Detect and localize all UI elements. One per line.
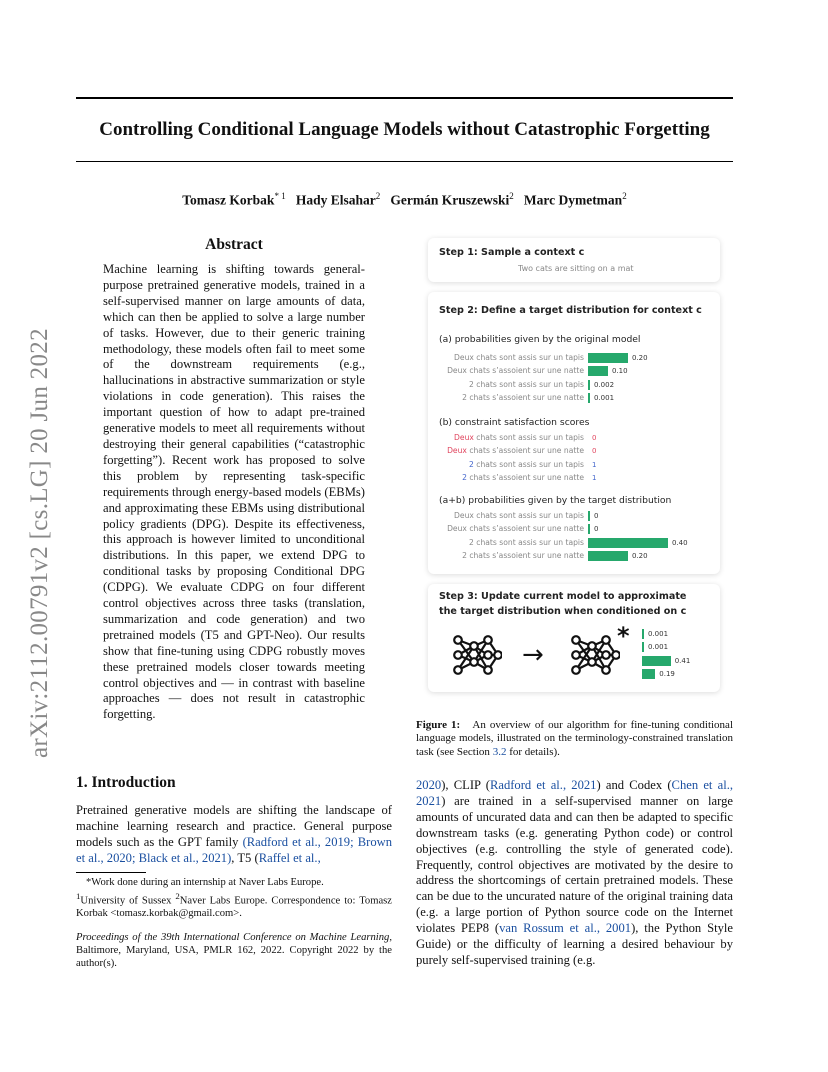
- footnote-affil-a: University of Sussex: [80, 895, 176, 907]
- author-affil: 2: [375, 191, 381, 201]
- sentence-label: [469, 380, 584, 389]
- bar-mark: [588, 366, 608, 376]
- bar-mark: [588, 538, 668, 548]
- bar-mark: [642, 656, 671, 666]
- bar-value-label: 0.002: [594, 380, 615, 389]
- sentence-prefix: Deux: [447, 446, 467, 456]
- author-name: Hady Elsahar: [295, 192, 376, 208]
- bar-mark: [588, 551, 628, 561]
- sentence-rest: chats sont assis sur un tapis: [473, 353, 584, 362]
- intro-right-text: [416, 778, 733, 969]
- sentence-label: [447, 524, 584, 533]
- author-name: Germán Kruszewski: [390, 192, 510, 208]
- bar-mark: [588, 524, 590, 534]
- step3-title-line2: the target distribution when conditioned on c: [439, 606, 687, 617]
- sentence-prefix: 2: [462, 472, 467, 482]
- bar-value-label: 0.19: [659, 669, 675, 678]
- abstract-text: Machine learning is shifting towards general-purpose pretrained generative models, trained in a self-supervised manner on large amounts of data, which can then be applied to solve a large number of tasks. However, due to their generic training methodology, these models often fail to meet some of the downstream requirements (e.g., hallucinations in abstractive summarization or style violations in code generation). This raises the important question of how to adapt pre-trained generative models to meet all requirements without destroying their general capabilities (“catastrophic forgetting”). Recent work has proposed to solve this problem by representing task-specific requirements through energy-based models (EBMs) and approximating these EBMs using distributional policy gradients (DPG). Despite its effectiveness, this approach is however limited to unconditional distributions. In this paper, we extend DPG to conditional tasks by proposing Conditional DPG (CDPG). We evaluate CDPG on four different control objectives across three tasks (translation, summarization and code generation) and two pretrained models (T5 and GPT-Neo). Our results show that fine-tuning using CDPG robustly moves these pretrained models closer towards meeting control objectives and — in contrast with baseline approaches — does not result in catastrophic forgetting.: [103, 262, 365, 722]
- proceedings-rest: , Baltimore, Maryland, USA, PMLR 162, 2022. Copyright 2022 by the author(s).: [76, 932, 392, 970]
- neural-network-original-icon: [452, 632, 502, 678]
- star-icon: *: [617, 622, 630, 650]
- author-affil: * 1: [274, 191, 286, 201]
- section-heading: 1. Introduction: [76, 774, 176, 791]
- step1-card: [428, 238, 720, 282]
- bar-value-label: 0.10: [612, 367, 628, 376]
- author-affil: 2: [509, 191, 514, 201]
- sentence-label: [469, 460, 584, 469]
- sentence-rest: chats s’assoient sur une natte: [466, 524, 584, 534]
- step2-title: Step 2: Define a target distribution for context c: [439, 305, 702, 316]
- citation-link[interactable]: Chen et al., 2021: [416, 778, 734, 808]
- sentence-prefix: 2: [462, 550, 467, 560]
- intro-text: , T5 (: [231, 850, 259, 865]
- arxiv-stamp: arXiv:2112.00791v2 [cs.LG] 20 Jun 2022: [26, 328, 53, 758]
- intro-text: ), the Python Style Guide) or the difficulty of learning a desired behaviour by purely self-supervised training (e.g.: [416, 921, 733, 967]
- sentence-label: [454, 433, 584, 442]
- footnote-rule: [76, 872, 146, 873]
- sentence-label: [447, 446, 584, 455]
- bar-value-label: 0.40: [672, 538, 688, 547]
- sentence-label: [454, 511, 584, 520]
- title-bottom-rule: [76, 161, 733, 162]
- sentence-label: [462, 393, 584, 402]
- sentence-prefix: Deux: [447, 366, 467, 376]
- neural-network-finetuned-icon: [570, 632, 620, 678]
- footnote-line1: *Work done during an internship at Naver Labs Europe.: [86, 877, 324, 888]
- proceedings-italic: Proceedings of the 39th International Conference on Machine Learning: [76, 932, 390, 943]
- sentence-label: [454, 353, 584, 362]
- bar-mark: [642, 642, 644, 652]
- abstract-heading: Abstract: [205, 236, 263, 253]
- intro-text: ) are trained in a self-supervised manner on large amounts of uncurated data and can then be adapted to specific downstream tasks (e.g. generating Python code) or control objectives (e.g. controlling the style of generated code). Frequently, control objectives are motivated by the desire to address the shortcomings of certain pretrained models. These can be due to the uncurated nature of the original training data (e.g. a large portion of Python source code on the Internet violates PEP8 (: [416, 793, 733, 936]
- score-value-label: 0: [592, 447, 597, 456]
- panel-a-title: (a) probabilities given by the original model: [439, 334, 641, 345]
- citation-link[interactable]: Raffel et al.,: [258, 850, 321, 865]
- bar-value-label: 0.001: [594, 393, 615, 402]
- author-name: Tomasz Korbak: [182, 192, 275, 208]
- step3-title-line1: Step 3: Update current model to approximate: [439, 591, 687, 602]
- bar-mark: [642, 629, 644, 639]
- bar-mark: [588, 511, 590, 521]
- intro-left-text: [76, 803, 392, 867]
- sentence-prefix: 2: [469, 537, 474, 547]
- sentence-rest: chats s’assoient sur une natte: [466, 366, 584, 376]
- intro-text: ) and Codex (: [596, 778, 672, 792]
- score-value-label: 1: [592, 460, 597, 469]
- bar-value-label: 0.41: [674, 656, 691, 665]
- sentence-rest: chats s’assoient sur une natte: [466, 472, 584, 482]
- sentence-label: [462, 551, 584, 560]
- sentence-rest: chats sont assis sur un tapis: [473, 511, 584, 520]
- citation-link[interactable]: Radford et al., 2021: [489, 778, 597, 792]
- step1-context: Two cats are sitting on a mat: [518, 264, 634, 273]
- caption-label: Figure 1:: [416, 719, 461, 731]
- citation-link[interactable]: van Rossum et al., 2001: [499, 921, 632, 936]
- bar-value-label: 0.20: [632, 551, 648, 560]
- intro-text: Pretrained generative models are shifting the landscape of machine learning research and practice. General purpose models such as the GPT family: [76, 803, 392, 849]
- sentence-prefix: Deux: [454, 511, 474, 520]
- panel-ab-title: (a+b) probabilities given by the target distribution: [439, 495, 672, 506]
- sentence-rest: chats sont assis sur un tapis: [473, 379, 584, 389]
- sentence-label: [469, 538, 584, 547]
- sentence-prefix: Deux: [454, 433, 474, 442]
- citation-link[interactable]: (Radford et al., 2019; Brown et al., 2020; Black et al., 2021): [76, 834, 393, 865]
- sentence-prefix: 2: [462, 392, 467, 402]
- sentence-prefix: 2: [469, 379, 474, 389]
- sentence-rest: chats sont assis sur un tapis: [473, 433, 584, 442]
- arrow-icon: →: [522, 640, 544, 670]
- figure-caption: [416, 719, 733, 759]
- sentence-rest: chats s’assoient sur une natte: [466, 392, 584, 402]
- paper-title: Controlling Conditional Language Models without Catastrophic Forgetting: [99, 119, 710, 140]
- sentence-label: [462, 473, 584, 482]
- score-value-label: 1: [592, 473, 597, 482]
- bar-value-label: 0: [594, 525, 599, 534]
- caption-text-b: for details).: [506, 745, 560, 758]
- sentence-prefix: Deux: [454, 353, 474, 362]
- sentence-prefix: 2: [469, 459, 474, 469]
- footnote: *Work done during an internship at Naver Labs Europe. $^1$University of Sussex $^2$Naver Labs Europe. Correspondence to: Tomasz Korbak <tomasz.korbak@gmail.com>.: [76, 877, 392, 919]
- bar-mark: [588, 353, 628, 363]
- sentence-prefix: Deux: [447, 524, 467, 534]
- bar-value-label: 0: [594, 512, 599, 520]
- author-name: Marc Dymetman: [523, 192, 623, 208]
- proceedings-note: [76, 931, 392, 971]
- score-value-label: 0: [592, 434, 597, 442]
- caption-section-link[interactable]: 3.2: [492, 745, 507, 758]
- citation-link[interactable]: 2020: [416, 778, 442, 792]
- bar-value-label: 0.001: [648, 630, 669, 638]
- footnote-affil-b: Naver Labs Europe. Correspondence to: Tomasz Korbak <tomasz.korbak@gmail.com>.: [76, 895, 392, 919]
- bar-mark: [588, 380, 590, 390]
- step1-title: Step 1: Sample a context c: [439, 247, 585, 258]
- sentence-rest: chats sont assis sur un tapis: [473, 537, 584, 547]
- bar-value-label: 0.001: [648, 643, 669, 652]
- bar-value-label: 0.20: [632, 354, 648, 362]
- author-affil: 2: [622, 191, 627, 201]
- sentence-rest: chats s’assoient sur une natte: [466, 446, 584, 456]
- caption-text-a: An overview of our algorithm for fine-tuning conditional language models, illustrated on the terminology-constrained translation task (see Section: [416, 719, 733, 758]
- author-list: [76, 191, 733, 209]
- bar-mark: [588, 393, 590, 403]
- bar-mark: [642, 669, 655, 679]
- sentence-label: [447, 366, 584, 375]
- sentence-rest: chats s’assoient sur une natte: [466, 550, 584, 560]
- sentence-rest: chats sont assis sur un tapis: [473, 459, 584, 469]
- title-top-rule: [76, 97, 733, 99]
- panel-b-title: (b) constraint satisfaction scores: [439, 417, 590, 428]
- intro-text: ), CLIP (: [441, 778, 490, 792]
